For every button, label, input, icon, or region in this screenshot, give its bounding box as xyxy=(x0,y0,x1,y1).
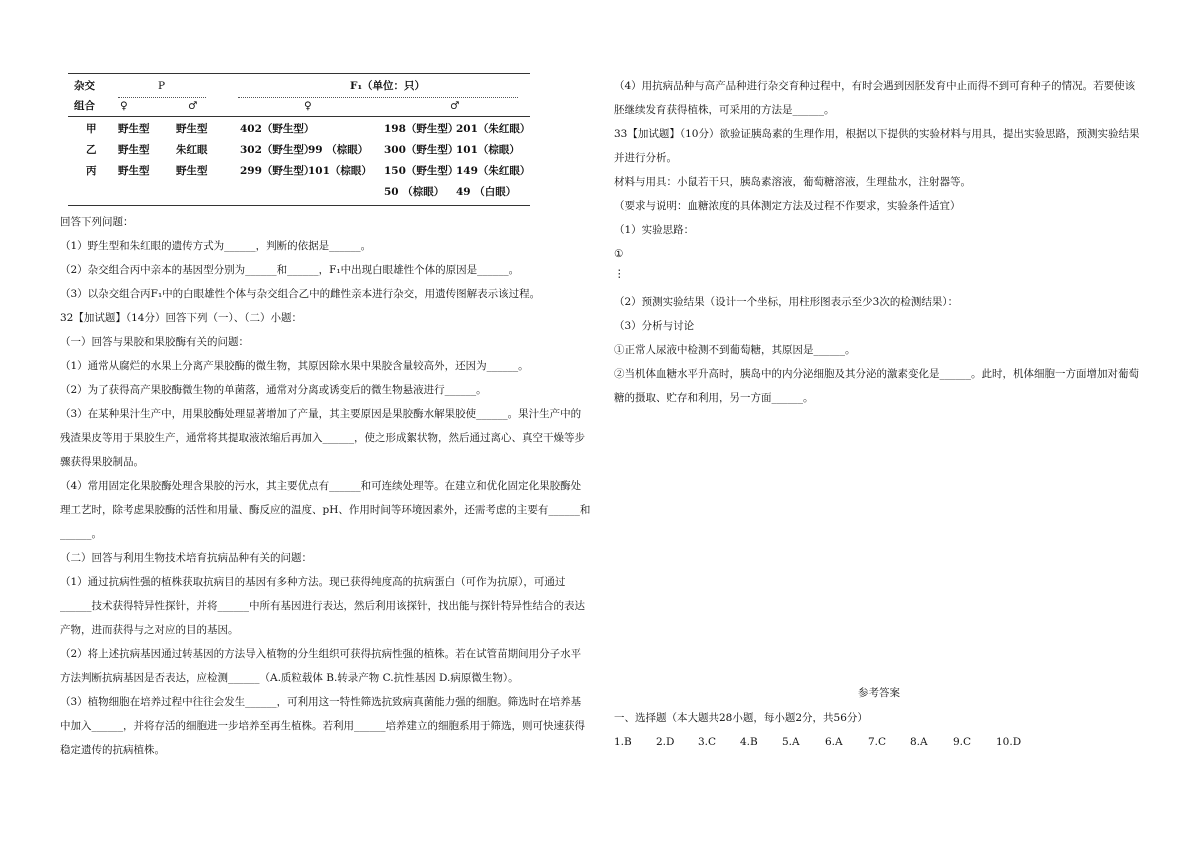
row-f1-male-1: 198（野生型） xyxy=(384,123,459,135)
row-f1-male-1: 300（野生型） xyxy=(384,144,459,156)
answers-title: 参考答案 xyxy=(858,687,900,699)
text-line: （一）回答与果胶和果胶酶有关的问题： xyxy=(60,336,249,348)
row-f1-male-2: 101（棕眼） xyxy=(456,144,520,156)
row-f1-female-1: 402（野生型） xyxy=(240,123,315,135)
text-line: 理工艺时，除考虑果胶酶的活性和用量、酶反应的温度、pH、作用时间等环境因素外，还需考虑的主要有______和 xyxy=(60,504,591,516)
text-line: （3）以杂交组合丙F₁中的白眼雄性个体与杂交组合乙中的雌性亲本进行杂交，用遗传图解表示该过程。 xyxy=(60,288,541,300)
text-line: 产物，进而获得与之对应的目的基因。 xyxy=(60,624,239,636)
text-line: 中加入______，并将存活的细胞进一步培养至再生植株。若利用______培养建立的细胞系用于筛选，则可快速获得 xyxy=(60,720,585,732)
header-f1-female: ♀ xyxy=(304,100,312,112)
table-top-rule xyxy=(68,73,530,74)
row-f1-male-1: 150（野生型） xyxy=(384,165,459,177)
text-line: 胚继续发育获得植株，可采用的方法是______。 xyxy=(614,104,835,116)
row-name: 乙 xyxy=(86,144,97,156)
answer-item: 3.C xyxy=(698,736,717,748)
text-line: （二）回答与利用生物技术培育抗病品种有关的问题： xyxy=(60,552,312,564)
row-f1-male-2: 49 （白眼） xyxy=(456,186,517,198)
row-p-male: 野生型 xyxy=(176,165,208,177)
text-line: （3）植物细胞在培养过程中往往会发生______，可利用这一特性筛选抗致病真菌能力强的细胞。筛选时在培养基 xyxy=(60,696,582,708)
text-line: ②当机体血糖水平升高时，胰岛中的内分泌细胞及其分泌的激素变化是______。此时，机体细胞一方面增加对葡萄 xyxy=(614,368,1139,380)
text-line: （1）野生型和朱红眼的遗传方式为______，判断的依据是______。 xyxy=(60,240,372,252)
row-name: 丙 xyxy=(86,165,97,177)
p-underline xyxy=(118,97,206,98)
row-f1-female-1: 299（野生型） xyxy=(240,165,315,177)
answer-item: 6.A xyxy=(825,736,843,748)
row-f1-male-1: 50 （棕眼） xyxy=(384,186,445,198)
row-f1-male-2: 201（朱红眼） xyxy=(456,123,531,135)
row-f1-female-2: 101（棕眼） xyxy=(308,165,372,177)
text-line: ① xyxy=(614,248,624,260)
text-line: （4）用抗病品种与高产品种进行杂交育种过程中，有时会遇到因胚发育中止而得不到可育种子的情况。若要使该 xyxy=(614,80,1136,92)
text-line: 糖的摄取、贮存和利用，另一方面______。 xyxy=(614,392,814,404)
answer-item: 2.D xyxy=(656,736,675,748)
header-p-female: ♀ xyxy=(120,100,128,112)
text-line: （1）实验思路： xyxy=(614,224,695,236)
answer-item: 4.B xyxy=(740,736,758,748)
header-combo: 组合 xyxy=(74,100,95,112)
ellipsis-mark: ⋮ xyxy=(614,268,625,280)
answer-item: 7.C xyxy=(868,736,887,748)
row-f1-male-2: 149（朱红眼） xyxy=(456,165,531,177)
answer-item: 1.B xyxy=(614,736,632,748)
text-line: 回答下列问题： xyxy=(60,216,134,228)
text-line: （要求与说明：血糖浓度的具体测定方法及过程不作要求，实验条件适宜） xyxy=(614,200,961,212)
header-p: P xyxy=(158,80,166,92)
answers-section: 一、选择题（本大题共28小题，每小题2分，共56分） xyxy=(614,712,868,724)
row-p-male: 朱红眼 xyxy=(176,144,208,156)
text-line: 稳定遗传的抗病植株。 xyxy=(60,744,165,756)
answer-item: 10.D xyxy=(996,736,1022,748)
text-line: ______技术获得特异性探针，并将______中所有基因进行表达，然后利用该探针，找出能与探针特异性结合的表达 xyxy=(60,600,585,612)
text-line: 方法判断抗病基因是否表达，应检测______（A.质粒载体 B.转录产物 C.抗性基因 D.病原微生物）。 xyxy=(60,672,519,684)
f1-underline xyxy=(238,97,518,98)
text-line: （3）在某种果汁生产中，用果胶酶处理显著增加了产量，其主要原因是果胶酶水解果胶使______。果汁生产中的 xyxy=(60,408,582,420)
text-line: ______。 xyxy=(60,528,102,540)
header-f1-male: ♂ xyxy=(450,100,460,112)
text-line: 材料与用具：小鼠若干只，胰岛素溶液，葡萄糖溶液，生理盐水，注射器等。 xyxy=(614,176,971,188)
text-line: （2）预测实验结果（设计一个坐标，用柱形图表示至少3次的检测结果）： xyxy=(614,296,959,308)
text-line: （3）分析与讨论 xyxy=(614,320,695,332)
row-f1-female-2: 99 （棕眼） xyxy=(308,144,369,156)
table-bottom-rule xyxy=(68,205,530,206)
text-line: （2）将上述抗病基因通过转基因的方法导入植物的分生组织可获得抗病性强的植株。若在试管苗期间用分子水平 xyxy=(60,648,582,660)
header-cross: 杂交 xyxy=(74,80,95,92)
row-p-female: 野生型 xyxy=(118,123,150,135)
answer-item: 8.A xyxy=(910,736,928,748)
text-line: 残渣果皮等用于果胶生产，通常将其提取液浓缩后再加入______，使之形成絮状物，然后通过离心、真空干燥等步 xyxy=(60,432,585,444)
row-p-male: 野生型 xyxy=(176,123,208,135)
text-line: 并进行分析。 xyxy=(614,152,677,164)
question-heading: 32【加试题】（14分）回答下列（一）、（二）小题： xyxy=(60,312,302,324)
question-heading: 33【加试题】（10分）欲验证胰岛素的生理作用，根据以下提供的实验材料与用具，提出实验思路，预测实验结果 xyxy=(614,128,1140,140)
answer-item: 9.C xyxy=(953,736,972,748)
text-line: （2）杂交组合丙中亲本的基因型分别为______和______，F₁中出现白眼雄性个体的原因是______。 xyxy=(60,264,520,276)
header-p-male: ♂ xyxy=(188,100,198,112)
row-p-female: 野生型 xyxy=(118,165,150,177)
text-line: （1）通过抗病性强的植株获取抗病目的基因有多种方法。现已获得纯度高的抗病蛋白（可作为抗原），可通过 xyxy=(60,576,566,588)
text-line: 骤获得果胶制品。 xyxy=(60,456,144,468)
text-line: （2）为了获得高产果胶酶微生物的单菌落，通常对分离或诱变后的微生物悬液进行______。 xyxy=(60,384,487,396)
row-p-female: 野生型 xyxy=(118,144,150,156)
text-line: ①正常人尿液中检测不到葡萄糖，其原因是______。 xyxy=(614,344,856,356)
row-f1-female-1: 302（野生型） xyxy=(240,144,315,156)
text-line: （4）常用固定化果胶酶处理含果胶的污水，其主要优点有______和可连续处理等。在建立和优化固定化果胶酶处 xyxy=(60,480,582,492)
text-line: （1）通常从腐烂的水果上分离产果胶酶的微生物，其原因除水果中果胶含量较高外，还因为______。 xyxy=(60,360,529,372)
row-name: 甲 xyxy=(86,123,97,135)
answer-item: 5.A xyxy=(782,736,800,748)
header-f1: F₁（单位：只） xyxy=(350,80,426,92)
table-header-rule xyxy=(68,116,530,117)
